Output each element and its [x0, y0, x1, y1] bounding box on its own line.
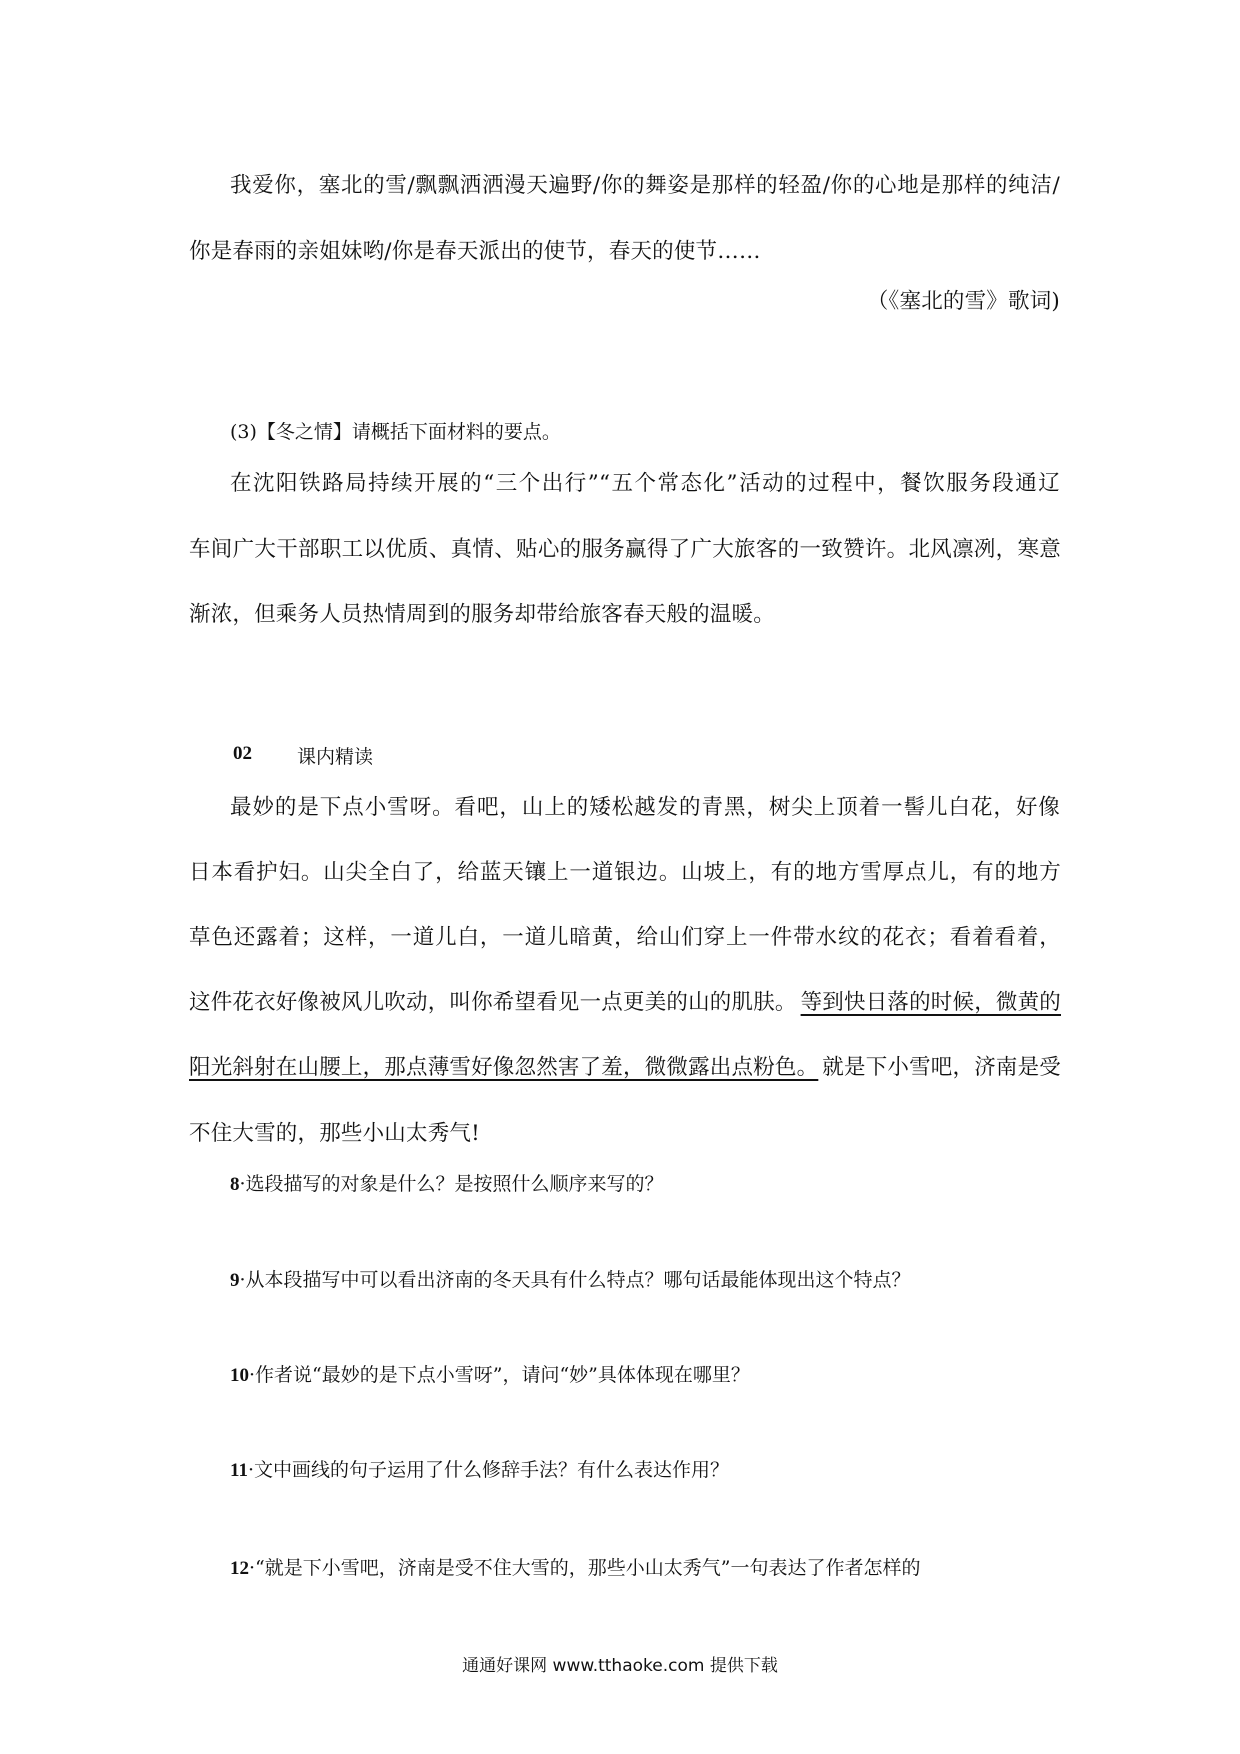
- poem-line-1: 我爱你，塞北的雪/飘飘洒洒漫天遍野/你的舞姿是那样的轻盈/你的心地是那样的纯洁/: [230, 173, 1060, 198]
- question-8-text: ·选段描写的对象是什么？是按照什么顺序来写的？: [239, 1173, 664, 1195]
- passage-line-1: 最妙的是下点小雪呀。看吧，山上的矮松越发的青黑，树尖上顶着一髻儿白花，好像: [230, 795, 1060, 820]
- question-9-number: 9: [230, 1270, 240, 1291]
- material-line-2: 车间广大干部职工以优质、真情、贴心的服务赢得了广大旅客的一致赞许。北风凛冽，寒意: [189, 537, 1061, 562]
- underlined-sentence-part-2: 阳光斜射在山腰上，那点薄雪好像忽然害了羞，微微露出点粉色。: [189, 1055, 819, 1080]
- question-9: [230, 1265, 911, 1292]
- question-10-text: ·作者说“最妙的是下点小雪呀”，请问“妙”具体体现在哪里？: [249, 1364, 750, 1386]
- question-11-text: ·文中画线的句子运用了什么修辞手法？有什么表达作用？: [247, 1459, 729, 1481]
- question-10-number: 10: [230, 1365, 249, 1386]
- poem-source: （《塞北的雪》歌词): [866, 289, 1060, 314]
- question-12-text: ·“就是下小雪吧，济南是受不住大雪的，那些小山太秀气”一句表达了作者怎样的: [249, 1557, 921, 1579]
- passage-line-2: 日本看护妇。山尖全白了，给蓝天镶上一道银边。山坡上，有的地方雪厚点儿，有的地方: [189, 860, 1061, 885]
- poem-line-2: 你是春雨的亲姐妹哟/你是春天派出的使节，春天的使节……: [189, 239, 761, 264]
- question-11: [230, 1455, 729, 1482]
- passage-line-6: 不住大雪的，那些小山太秀气!: [189, 1121, 480, 1146]
- material-line-3: 渐浓，但乘务人员热情周到的服务却带给旅客春天般的温暖。: [189, 602, 775, 627]
- question-9-text: ·从本段描写中可以看出济南的冬天具有什么特点？哪句话最能体现出这个特点？: [239, 1269, 911, 1291]
- question-8: [230, 1169, 664, 1196]
- passage-line-5: [189, 1050, 1061, 1081]
- passage-line-5-plain: 就是下小雪吧，济南是受: [822, 1055, 1061, 1080]
- section-number: 02: [233, 743, 252, 764]
- passage-line-4-plain: 这件花衣好像被风儿吹动，叫你希望看见一点更美的山的肌肤。: [189, 990, 797, 1015]
- question-12: [230, 1553, 920, 1580]
- page-footer: 通通好课网 www.tthaoke.com 提供下载: [462, 1656, 778, 1676]
- question-11-number: 11: [230, 1460, 248, 1481]
- passage-line-3: 草色还露着；这样，一道儿白，一道儿暗黄，给山们穿上一件带水纹的花衣；看着看着，: [189, 925, 1061, 950]
- underlined-sentence-part-1: 等到快日落的时候，微黄的: [800, 990, 1061, 1015]
- section-title: 课内精读: [297, 746, 374, 768]
- question-8-number: 8: [230, 1174, 240, 1195]
- material-line-1: 在沈阳铁路局持续开展的“三个出行”“五个常态化”活动的过程中，餐饮服务段通辽: [230, 471, 1060, 496]
- question-12-number: 12: [230, 1558, 249, 1579]
- passage-line-4: [189, 985, 1061, 1016]
- question-3-label: (3)【冬之情】请概括下面材料的要点。: [230, 421, 561, 443]
- question-10: [230, 1360, 750, 1387]
